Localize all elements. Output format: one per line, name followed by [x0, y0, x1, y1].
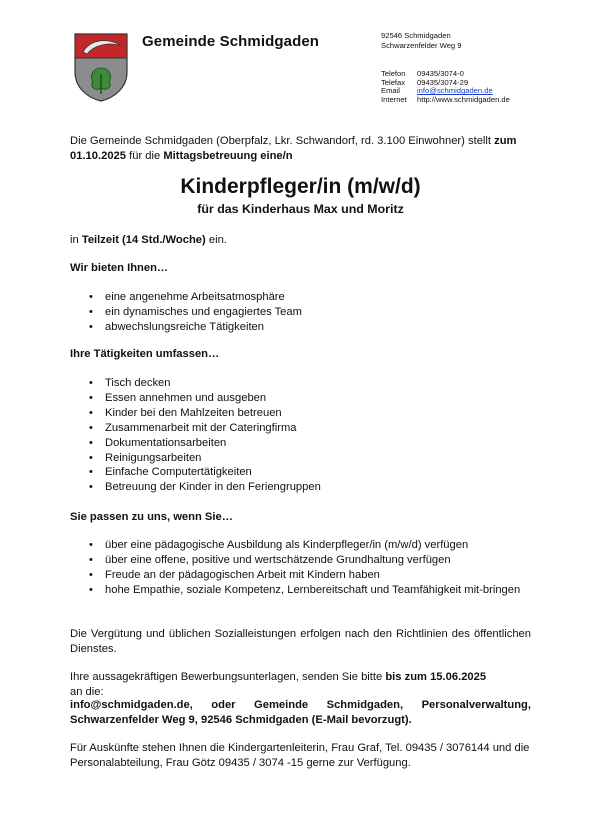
list-item: • Freude an der pädagogischen Arbeit mit Kindern haben — [70, 568, 531, 583]
employment-prefix: in — [70, 234, 82, 246]
tasks-list — [70, 376, 531, 495]
application-text: Ihre aussagekräftigen Bewerbungsunterlagen, senden Sie bitte — [70, 671, 386, 683]
role-text: Mittagsbetreuung eine/n — [163, 149, 293, 162]
list-item: • Essen annehmen und ausgeben — [70, 391, 531, 406]
contact-value: 09435/3074-0 — [417, 69, 464, 78]
intro-text: Die Gemeinde Schmidgaden (Oberpfalz, Lkr. Schwandorf, rd. 3.100 Einwohner) stellt — [70, 135, 495, 147]
employment-suffix: ein. — [205, 234, 227, 246]
list-item: • Einfache Computertätigkeiten — [70, 465, 531, 480]
contact-label: Email — [381, 86, 400, 96]
list-item: • Dokumentationsarbeiten — [70, 436, 531, 451]
organization-address — [381, 31, 461, 50]
salary-paragraph: Die Vergütung und üblichen Sozialleistungen erfolgen nach den Richtlinien des öffentlichen Dienstes. — [70, 628, 531, 655]
contact-label: Internet — [381, 94, 407, 104]
start-date: zum 01.10.2025 — [70, 135, 517, 162]
application-text: an die: — [70, 685, 104, 698]
contact-paragraph: Für Auskünfte stehen Ihnen die Kindergartenleiterin, Frau Graf, Tel. 09435 / 3076144 und die Personalabteilung, Frau Götz 09435 / 3074 -15 gerne zur Verfügung. — [70, 742, 530, 769]
contact-value: 09435/3074-29 — [417, 77, 469, 87]
coat-of-arms-logo — [73, 32, 129, 102]
contact-row-internet — [381, 96, 510, 105]
list-item: • ein dynamisches und engagiertes Team — [70, 305, 531, 320]
list-item: • abwechslungsreiche Tätigkeiten — [70, 320, 531, 335]
list-item: • eine angenehme Arbeitsatmosphäre — [70, 290, 531, 305]
list-item: • Reinigungsarbeiten — [70, 451, 531, 466]
employment-type — [70, 233, 531, 248]
application-deadline: bis zum 15.06.2025 — [385, 671, 487, 683]
employment-hours: Teilzeit (14 Std./Woche) — [81, 234, 206, 246]
organization-name: Gemeinde Schmidgaden — [142, 33, 320, 50]
application-address: info@schmidgaden.de, oder Gemeinde Schmidgaden, Personalverwaltung, Schwarzenfelder Weg 9, 92546 Schmidgaden (E-Mail bevorzugt). — [70, 699, 531, 726]
contact-label: Telefon — [381, 69, 406, 78]
tasks-heading: Ihre Tätigkeiten umfassen… — [70, 348, 220, 360]
profile-list — [70, 538, 531, 598]
list-item: • Zusammenarbeit mit der Cateringfirma — [70, 421, 531, 436]
intro-paragraph — [70, 134, 531, 163]
contact-label: Telefax — [381, 77, 406, 87]
address-line: Schwarzenfelder Weg 9 — [381, 40, 462, 50]
list-item: • Tisch decken — [70, 376, 531, 391]
list-item: • über eine pädagogische Ausbildung als Kinderpfleger/in (m/w/d) verfügen — [70, 538, 531, 553]
address-line: 92546 Schmidgaden — [381, 31, 451, 40]
intro-text: für die — [126, 149, 164, 162]
application-paragraph — [70, 670, 531, 699]
email-link[interactable]: info@schmidgaden.de — [417, 86, 493, 96]
job-title: Kinderpfleger/in (m/w/d) — [180, 175, 421, 198]
list-item: • Kinder bei den Mahlzeiten betreuen — [70, 406, 531, 421]
contact-value: http://www.schmidgaden.de — [417, 94, 510, 104]
profile-heading: Sie passen zu uns, wenn Sie… — [70, 511, 233, 523]
contact-block — [381, 70, 510, 104]
list-item: • Betreuung der Kinder in den Feriengruppen — [70, 480, 531, 495]
offer-list — [70, 290, 531, 335]
list-item: • hohe Empathie, soziale Kompetenz, Lernbereitschaft und Teamfähigkeit mit-bringen — [70, 583, 531, 598]
offer-heading: Wir bieten Ihnen… — [70, 262, 169, 274]
job-subtitle: für das Kinderhaus Max und Moritz — [197, 202, 404, 216]
list-item: • über eine offene, positive und wertschätzende Grundhaltung verfügen — [70, 553, 531, 568]
